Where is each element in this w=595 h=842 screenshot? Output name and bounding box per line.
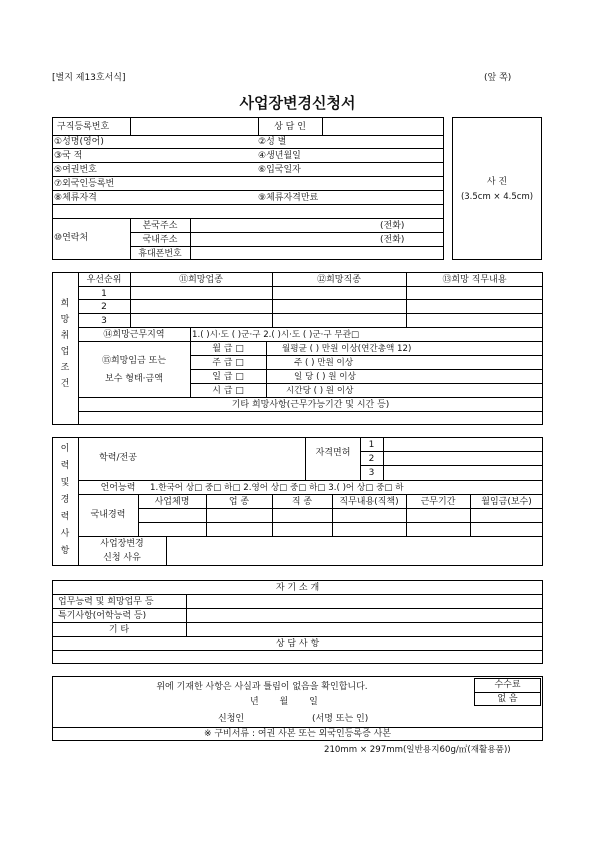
- wage-type-weekly: 주 급 □: [212, 358, 244, 368]
- career-header-duty: 직무내용(직책): [339, 497, 399, 507]
- region-label: ⑭희망근무지역: [103, 330, 165, 340]
- stay-status-label: ⑧체류자격: [54, 193, 97, 203]
- counselor-label: 상 담 인: [274, 122, 306, 132]
- career-header-company: 사업체명: [154, 497, 190, 507]
- nationality-label: ③국 적: [54, 151, 83, 161]
- counsel-title: 상 담 사 항: [275, 639, 320, 649]
- contact-label: ⑩연락처: [54, 233, 89, 243]
- wage-type-monthly: 월 급 □: [212, 344, 244, 354]
- language-label: 언어능력: [100, 483, 136, 493]
- applicant-label: 신청인: [218, 714, 245, 724]
- change-reason-label-1: 사업장변경: [100, 539, 144, 549]
- special-label: 특기사항(어학능력 등): [58, 611, 147, 621]
- self-intro-title: 자 기 소 개: [275, 583, 320, 593]
- ability-label: 업무능력 및 희망업무 등: [58, 597, 154, 607]
- home-address-label: 본국주소: [142, 221, 178, 231]
- career-header-wage: 월임금(보수): [481, 497, 532, 507]
- page-title: 사업장변경신청서: [239, 94, 356, 112]
- photo-box: [452, 117, 542, 260]
- stay-expiry-label: ⑨체류자격만료: [258, 193, 319, 203]
- license-label: 자격면허: [315, 448, 351, 458]
- birth-label: ④생년월일: [258, 151, 301, 161]
- wage-value-monthly: 월평균 ( ) 만원 이상(연간총액 12): [282, 344, 412, 354]
- career-header-industry: 업 종: [228, 497, 250, 507]
- rank-1: 1: [101, 289, 107, 299]
- industry-header: ⑪희망업종: [179, 275, 223, 285]
- wage-value-weekly: 주 ( ) 만원 이상: [294, 358, 354, 368]
- hope-side-label: 희 망 취 업 조 건: [60, 299, 70, 389]
- phone-label-1: (전화): [380, 221, 405, 231]
- sex-label: ②성 별: [258, 137, 287, 147]
- wage-value-daily: 일 당 ( ) 원 이상: [294, 372, 356, 382]
- other-hopes: 기타 희망사항(근무가능기간 및 시간 등): [231, 400, 390, 410]
- priority-header: 우선순위: [86, 275, 122, 285]
- form-number: [별지 제13호서식]: [52, 73, 126, 83]
- job-header: ⑫희망직종: [317, 275, 361, 285]
- wage-value-hourly: 시간당 ( ) 원 이상: [286, 386, 354, 396]
- mobile-label: 휴대폰번호: [138, 249, 182, 259]
- wage-label-2: 보수 형태·금액: [105, 374, 163, 384]
- sign-label: (서명 또는 인): [312, 714, 369, 724]
- education-label: 학력/전공: [99, 453, 137, 463]
- rank-2: 2: [101, 302, 107, 312]
- change-reason-label-2: 신청 사유: [103, 553, 141, 563]
- page-side: (앞 쪽): [484, 73, 512, 83]
- career-header-job: 직 종: [291, 497, 313, 507]
- phone-label-2: (전화): [380, 235, 405, 245]
- date-line: 년 월 일: [250, 697, 318, 707]
- photo-size: (3.5cm × 4.5cm): [460, 192, 534, 202]
- name-label: ①성명(영어): [54, 137, 104, 147]
- korea-address-label: 국내주소: [142, 235, 178, 245]
- career-header-period: 근무기간: [420, 497, 456, 507]
- entry-date-label: ⑥입국일자: [258, 165, 301, 175]
- fee-label: 수수료: [494, 680, 521, 690]
- domestic-career-label: 국내경력: [90, 510, 126, 520]
- alien-reg-label: ⑦외국인등록번: [54, 179, 115, 189]
- career-side-label: 이 력 및 경 력 사 항: [60, 444, 70, 556]
- other-label: 기 타: [108, 625, 130, 635]
- license-1: 1: [368, 440, 375, 450]
- wage-type-hourly: 시 급 □: [212, 386, 244, 396]
- wage-type-daily: 일 급 □: [212, 372, 244, 382]
- photo-label: 사 진: [486, 177, 508, 187]
- paper-spec: 210mm × 297mm(일반용지60g/㎡(재활용품)): [324, 745, 511, 755]
- fee-value: 없 음: [497, 694, 518, 704]
- license-3: 3: [368, 468, 375, 478]
- wage-label-1: ⑮희망임금 또는: [101, 356, 167, 366]
- reg-no-label: 구직등록번호: [57, 122, 110, 132]
- duty-header: ⑬희망 직무내용: [442, 275, 507, 285]
- confirm-statement: 위에 기재한 사항은 사실과 틀림이 없음을 확인합니다.: [156, 682, 368, 692]
- rank-3: 3: [101, 316, 107, 326]
- region-value: 1.( )시·도 ( )군·구 2.( )시·도 ( )군·구 무관□: [192, 330, 360, 340]
- language-value: 1.한국어 상□ 중□ 하□ 2.영어 상□ 중□ 하□ 3.( )어 상□ 중□ 하: [150, 483, 404, 493]
- required-docs: ※ 구비서류 : 여권 사본 또는 외국인등록증 사본: [203, 729, 392, 739]
- license-2: 2: [368, 454, 375, 464]
- passport-label: ⑤여권번호: [54, 165, 97, 175]
